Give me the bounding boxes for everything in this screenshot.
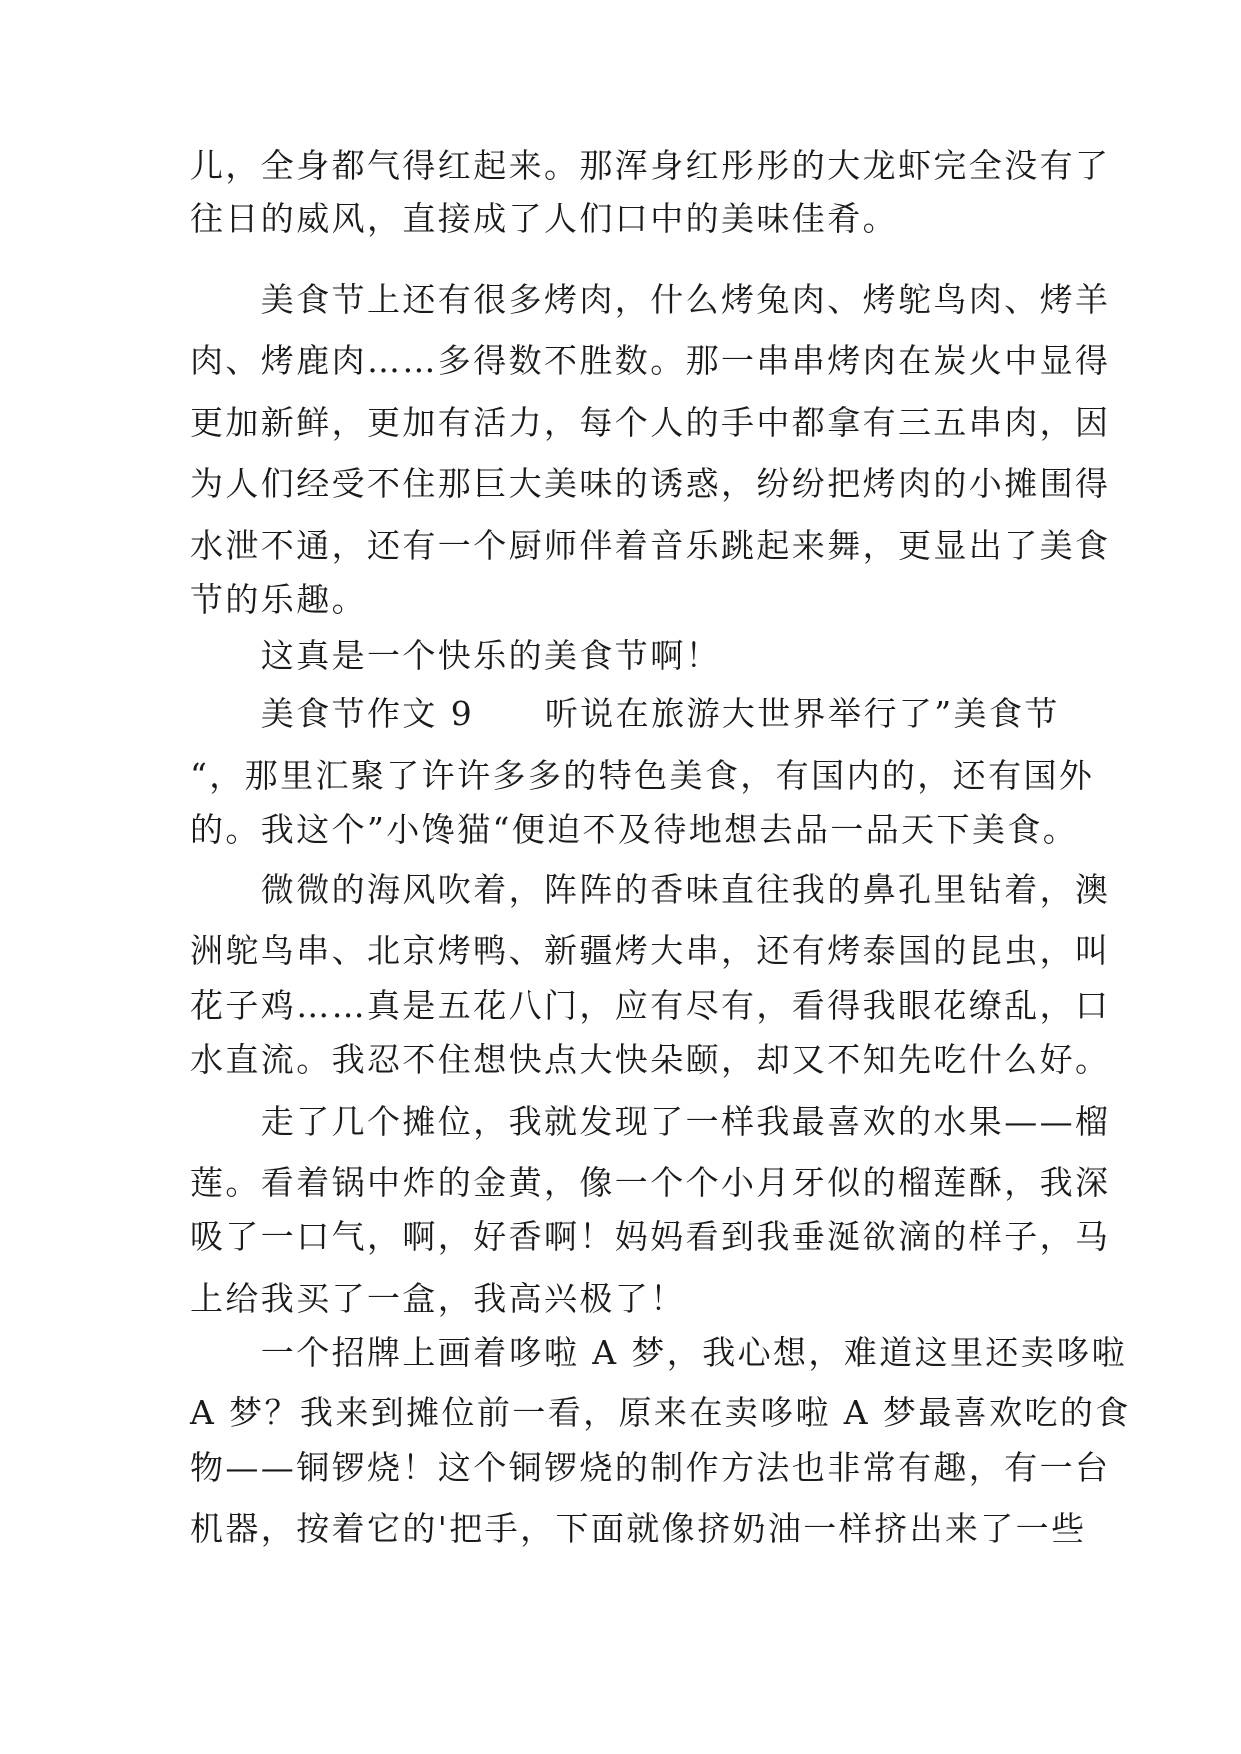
text-line: 这真是一个快乐的美食节啊！ — [190, 636, 721, 675]
text-line: 为人们经受不住那巨大美味的诱惑，纷纷把烤肉的小摊围得 — [190, 464, 1111, 503]
text-line: “，那里汇聚了许许多多的特色美食，有国内的，还有国外 — [190, 756, 1095, 795]
text-line: 美食节作文 9 听说在旅游大世界举行了”美食节 — [190, 694, 1060, 733]
text-line: 水直流。我忍不住想快点大快朵颐，却又不知先吃什么好。 — [190, 1040, 1111, 1079]
text-line: 美食节上还有很多烤肉，什么烤兔肉、烤鸵鸟肉、烤羊 — [190, 280, 1111, 319]
text-line: 花子鸡……真是五花八门，应有尽有，看得我眼花缭乱，口 — [190, 986, 1111, 1025]
text-line: 一个招牌上画着哆啦 A 梦，我心想，难道这里还卖哆啦 — [190, 1333, 1128, 1372]
text-line: 走了几个摊位，我就发现了一样我最喜欢的水果——榴 — [190, 1102, 1111, 1141]
text-line: 微微的海风吹着，阵阵的香味直往我的鼻孔里钻着，澳 — [190, 870, 1111, 909]
text-line: 莲。看着锅中炸的金黄，像一个个小月牙似的榴莲酥，我深 — [190, 1163, 1111, 1202]
text-line: 物——铜锣烧！这个铜锣烧的制作方法也非常有趣，有一台 — [190, 1448, 1111, 1487]
text-line: 往日的威风，直接成了人们口中的美味佳肴。 — [190, 199, 898, 238]
text-line: 上给我买了一盒，我高兴极了！ — [190, 1279, 686, 1318]
text-line: A 梦？我来到摊位前一看，原来在卖哆啦 A 梦最喜欢吃的食 — [190, 1393, 1131, 1432]
text-line: 肉、烤鹿肉……多得数不胜数。那一串串烤肉在炭火中显得 — [190, 341, 1111, 380]
text-line: 洲鸵鸟串、北京烤鸭、新疆烤大串，还有烤泰国的昆虫，叫 — [190, 931, 1111, 970]
text-line: 机器，按着它的'把手，下面就像挤奶油一样挤出来了一些 — [190, 1509, 1087, 1548]
text-line: 水泄不通，还有一个厨师伴着音乐跳起来舞，更显出了美食 — [190, 526, 1111, 565]
text-line: 更加新鲜，更加有活力，每个人的手中都拿有三五串肉，因 — [190, 403, 1111, 442]
text-line: 吸了一口气，啊，好香啊！妈妈看到我垂涎欲滴的样子，马 — [190, 1217, 1111, 1256]
text-line: 节的乐趣。 — [190, 580, 367, 619]
text-line: 的。我这个”小馋猫“便迫不及待地想去品一品天下美食。 — [190, 810, 1079, 849]
text-line: 儿，全身都气得红起来。那浑身红彤彤的大龙虾完全没有了 — [190, 146, 1111, 185]
